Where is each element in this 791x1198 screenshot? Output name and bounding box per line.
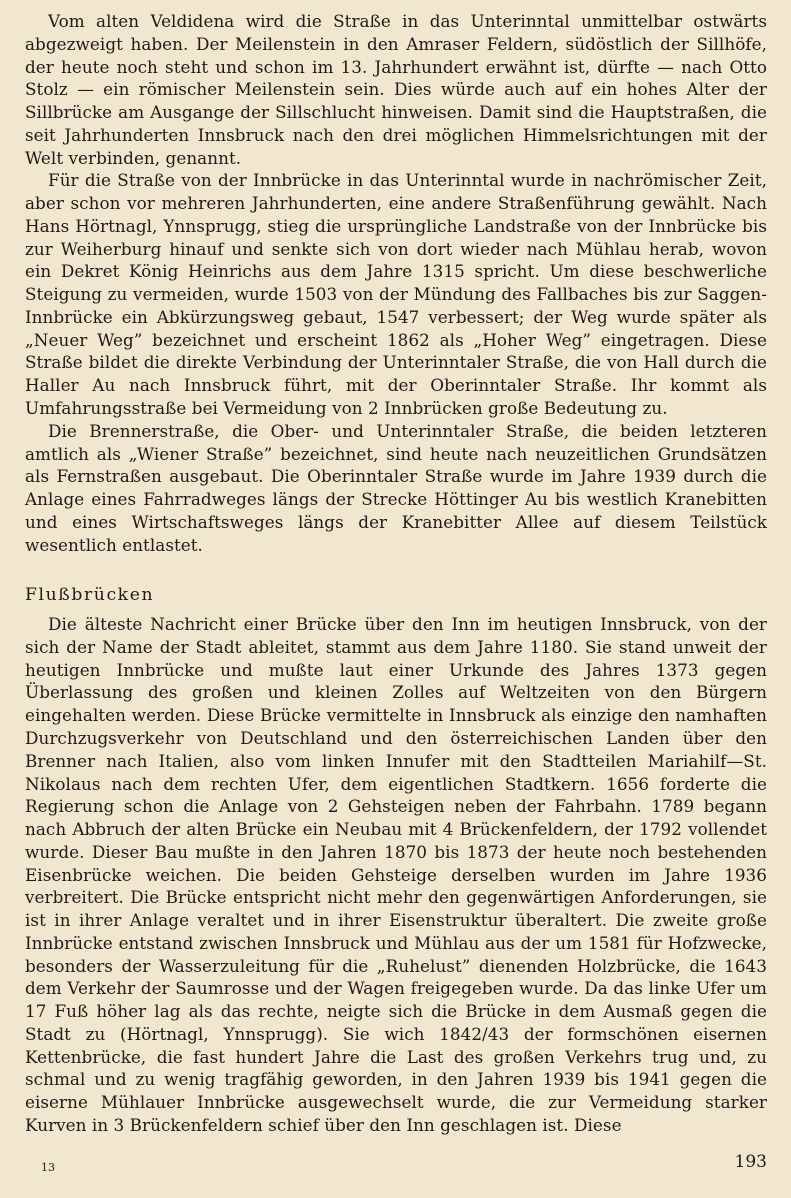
paragraph: Für die Straße von der Innbrücke in das Unterinntal wurde in nachrömischer Zeit, aber schon vor mehreren Jahrhunderten, eine andere Straßenführung gewählt. Nach Hans Hörtnagl, Ynnsprugg, stieg die ursprüngliche Landstraße von der Innbrücke bis zur Weiherburg hinauf und senkte sich von dort wieder nach Mühlau herab, wovon ein Dekret König Heinrichs aus dem Jahre 1315 spricht. Um diese beschwerliche Steigung zu vermeiden, wurde 1503 von der Mündung des Fallbaches bis zur Saggen-Innbrücke ein Abkürzungsweg gebaut, 1547 verbessert; der Weg wurde später als „Neuer Weg” bezeichnet und erscheint 1862 als „Hoher Weg” eingetragen. Diese Straße bildet die direkte Verbindung der Unterinntaler Straße, die von Hall durch die Haller Au nach Innsbruck führt, mit der Oberinntaler Straße. Ihr kommt als Umfahrungsstraße bei Vermeidung von 2 Innbrücken große Bedeutung zu. [25, 170, 767, 419]
paragraph: Die älteste Nachricht einer Brücke über den Inn im heutigen Innsbruck, von der sich der Name der Stadt ableitet, stammt aus dem Jahre 1180. Sie stand unweit der heutigen Innbrücke und mußte laut einer Urkunde des Jahres 1373 gegen Überlassung des großen und kleinen Zolles auf Weltzeiten von den Bürgern eingehalten werden. Diese Brücke vermittelte in Innsbruck als einzige den namhaften Durchzugsverkehr von Deutschland und den österreichischen Landen über den Brenner nach Italien, also vom linken Innufer mit den Stadtteilen Mariahilf—St. Nikolaus nach dem rechten Ufer, dem eigentlichen Stadtkern. 1656 forderte die Regierung schon die Anlage von 2 Gehsteigen neben der Fahrbahn. 1789 begann nach Abbruch der alten Brücke ein Neubau mit 4 Brückenfeldern, der 1792 vollendet wurde. Dieser Bau mußte in den Jahren 1870 bis 1873 der heute noch bestehenden Eisenbrücke weichen. Die beiden Gehsteige derselben wurden im Jahre 1936 verbreitert. Die Brücke entspricht nicht mehr den gegenwärtigen Anforderungen, sie ist in ihrer Anlage veraltet und in ihrer Eisenstruktur überaltert. Die zweite große Innbrücke entstand zwischen Innsbruck und Mühlau aus der um 1581 für Hofzwecke, besonders der Wasserzuleitung für die „Ruhelust” dienenden Holzbrücke, die 1643 dem Verkehr der Saumrosse und der Wagen freigegeben wurde. Da das linke Ufer um 17 Fuß höher lag als das rechte, neigte sich die Brücke in dem Ausmaß gegen die Stadt zu (Hörtnagl, Ynnsprugg). Sie wich 1842/43 der formschönen eisernen Kettenbrücke, die fast hundert Jahre die Last des großen Verkehrs trug und, zu schmal und zu wenig tragfähig geworden, in den Jahren 1939 bis 1941 gegen die eiserne Mühlauer Innbrücke ausgewechselt wurde, die zur Vermeidung starker Kurven in 3 Brückenfeldern schief über den Inn geschlagen ist. Diese [25, 614, 767, 1135]
body-text [25, 10, 767, 1137]
section-heading: Flußbrücken [25, 585, 155, 606]
paragraph: Vom alten Veldidena wird die Straße in das Unterinntal unmittelbar ostwärts abgezweigt haben. Der Meilenstein in den Amraser Feldern, südöstlich der Sillhöfe, der heute noch steht und schon im 13. Jahrhundert erwähnt ist, dürfte — nach Otto Stolz — ein römischer Meilenstein sein. Dies würde auch auf ein hohes Alter der Sillbrücke am Ausgange der Sillschlucht hinweisen. Damit sind die Hauptstraßen, die seit Jahrhunderten Innsbruck nach den drei möglichen Himmelsrichtungen mit der Welt verbinden, genannt. [25, 11, 767, 168]
page-number: 193 [734, 1152, 767, 1172]
paragraph: Die Brennerstraße, die Ober- und Unterinntaler Straße, die beiden letzteren amtlich als „Wiener Straße” bezeichnet, sind heute nach neuzeitlichen Grundsätzen als Fernstraßen ausgebaut. Die Oberinntaler Straße wurde im Jahre 1939 durch die Anlage eines Fahrradweges längs der Strecke Höttinger Au bis westlich Kranebitten und eines Wirtschaftsweges längs der Kranebitter Allee auf diesem Teilstück wesentlich entlastet. [25, 420, 767, 555]
signature-mark: 13 [41, 1161, 55, 1174]
